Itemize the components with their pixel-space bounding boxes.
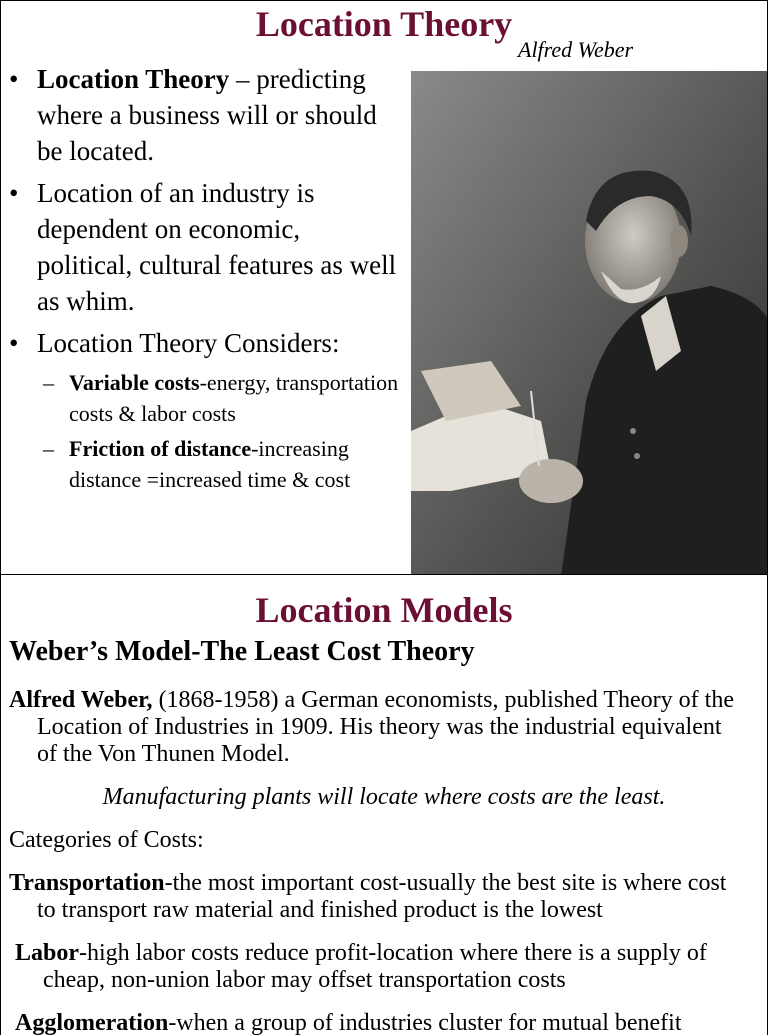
dash-icon: –: [43, 370, 54, 395]
sub-bullet-item: [35, 367, 401, 429]
sub-bullet-text: -energy, transportation costs & labor costs: [69, 370, 399, 426]
bullet-item: [1, 175, 401, 319]
bullet-text: Location Theory Considers:: [37, 328, 340, 358]
slide-title: Location Theory: [255, 4, 513, 44]
bullet-icon: •: [9, 64, 19, 94]
bullet-item: [1, 325, 401, 495]
slide-location-models: [0, 574, 768, 1035]
portrait-illustration: [411, 71, 768, 576]
cost-bold: Agglomeration: [15, 1010, 169, 1035]
sub-bullet-bold: Friction of distance: [69, 436, 252, 461]
intro-text: (1868-1958) a German economists, published Theory of the Location of Industries in 1909. His theory was the industrial equivalent of the Von Thunen Model.: [37, 687, 734, 767]
cost-text: -when a group of industries cluster for mutual benefit: [168, 1010, 682, 1035]
bullet-text: Location of an industry is dependent on economic, political, cultural features as well as whim.: [37, 178, 397, 316]
intro-bold: Alfred Weber,: [9, 687, 153, 713]
sub-bullet-bold: Variable costs: [69, 370, 200, 395]
bullet-text: – predicting where a business will or should be located.: [37, 64, 377, 166]
sub-bullet-item: [35, 433, 401, 495]
cost-item: [9, 870, 747, 924]
sub-bullet-text: -increasing distance =increased time & cost: [69, 436, 351, 492]
bullet-bold: Location Theory: [37, 64, 230, 94]
cost-text: -high labor costs reduce profit-location where there is a supply of cheap, non-union labor may offset transportation costs: [43, 940, 707, 993]
slide-title: Location Models: [255, 590, 513, 630]
cost-text: -the most important cost-usually the best site is where cost to transport raw material and finished product is the lowest: [37, 870, 727, 923]
cost-item: [15, 1010, 747, 1035]
bullet-icon: •: [9, 178, 19, 208]
quote-text: Manufacturing plants will locate where costs are the least.: [102, 784, 666, 810]
section-subtitle: Weber’s Model-The Least Cost Theory: [9, 636, 475, 667]
portrait-photo: [411, 71, 768, 576]
bullet-icon: •: [9, 328, 19, 358]
bullet-item: [1, 61, 401, 169]
cost-bold: Transportation: [9, 870, 165, 896]
cost-bold: Labor: [15, 940, 80, 966]
categories-label: Categories of Costs:: [9, 827, 204, 853]
sub-bullet-list: [37, 367, 401, 495]
dash-icon: –: [43, 436, 54, 461]
bullet-list: [1, 61, 401, 501]
photo-caption: Alfred Weber: [518, 37, 634, 62]
cost-item: [15, 940, 747, 994]
intro-paragraph: [9, 687, 747, 768]
